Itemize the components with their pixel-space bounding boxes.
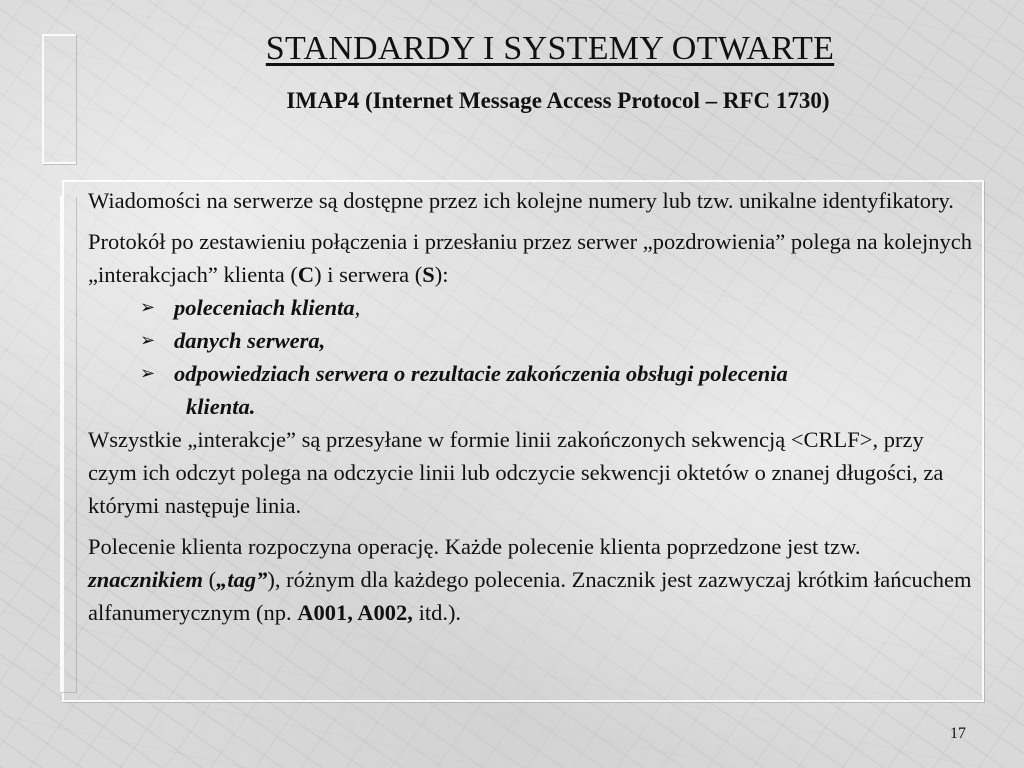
commands-text-a: Polecenie klienta rozpoczyna operację. Każde polecenie klienta poprzedzone jest tzw. — [88, 534, 861, 559]
bullet-text: poleceniach klienta — [174, 295, 355, 320]
client-letter: C — [297, 262, 315, 287]
slide-title: STANDARDY I SYSTEMY OTWARTE — [265, 30, 835, 67]
arrow-bullet-icon: ➢ — [140, 297, 156, 318]
protocol-text-b: ) i serwera ( — [314, 262, 423, 287]
list-item — [88, 324, 978, 357]
content-frame-bar-decoration — [60, 196, 76, 692]
list-item — [88, 357, 978, 423]
paragraph-interactions: Wszystkie „interakcje” są przesyłane w formie linii zakończonych sekwencją <CRLF>, przy czym ich odczyt polega na odczycie linii lub odczycie sekwencji oktetów o znanej długości, za którymi następuje linia. — [88, 427, 944, 518]
arrow-bullet-icon: ➢ — [140, 330, 156, 351]
page-number: 17 — [950, 725, 966, 742]
bullet-continuation: klienta. — [186, 394, 256, 419]
commands-text-b: ( — [203, 567, 217, 592]
commands-text-d: itd.). — [412, 600, 462, 625]
slide-content — [88, 184, 978, 629]
bullet-suffix: , — [354, 295, 361, 320]
list-item — [88, 291, 978, 324]
paragraph-protocol — [88, 225, 978, 291]
server-letter: S — [422, 262, 435, 287]
paragraph-messages: Wiadomości na serwerze są dostępne przez ich kolejne numery lub tzw. unikalne identyfikatory. — [88, 188, 954, 213]
paragraph-commands — [88, 530, 978, 629]
bullet-text: odpowiedziach serwera o rezultacie zakończenia obsługi polecenia — [174, 361, 788, 386]
protocol-text-end: ): — [434, 262, 449, 287]
slide-subtitle: IMAP4 (Internet Message Access Protocol – RFC 1730) — [286, 88, 830, 113]
interaction-list — [88, 291, 978, 423]
bullet-text: danych serwera, — [174, 328, 326, 353]
arrow-bullet-icon: ➢ — [140, 363, 156, 384]
tag-examples: A001, A002, — [297, 600, 413, 625]
protocol-text-a: Protokół po zestawieniu połączenia i przesłaniu przez serwer „pozdrowienia” polega na kolejnych „interakcjach” klienta ( — [88, 229, 973, 287]
term-znacznik: znacznikiem — [88, 567, 204, 592]
commands-text-c: ), różnym dla każdego polecenia. Znacznik jest zazwyczaj krótkim łańcuchem alfanumerycznym (np. — [88, 567, 972, 625]
term-tag: „tag” — [216, 567, 268, 592]
